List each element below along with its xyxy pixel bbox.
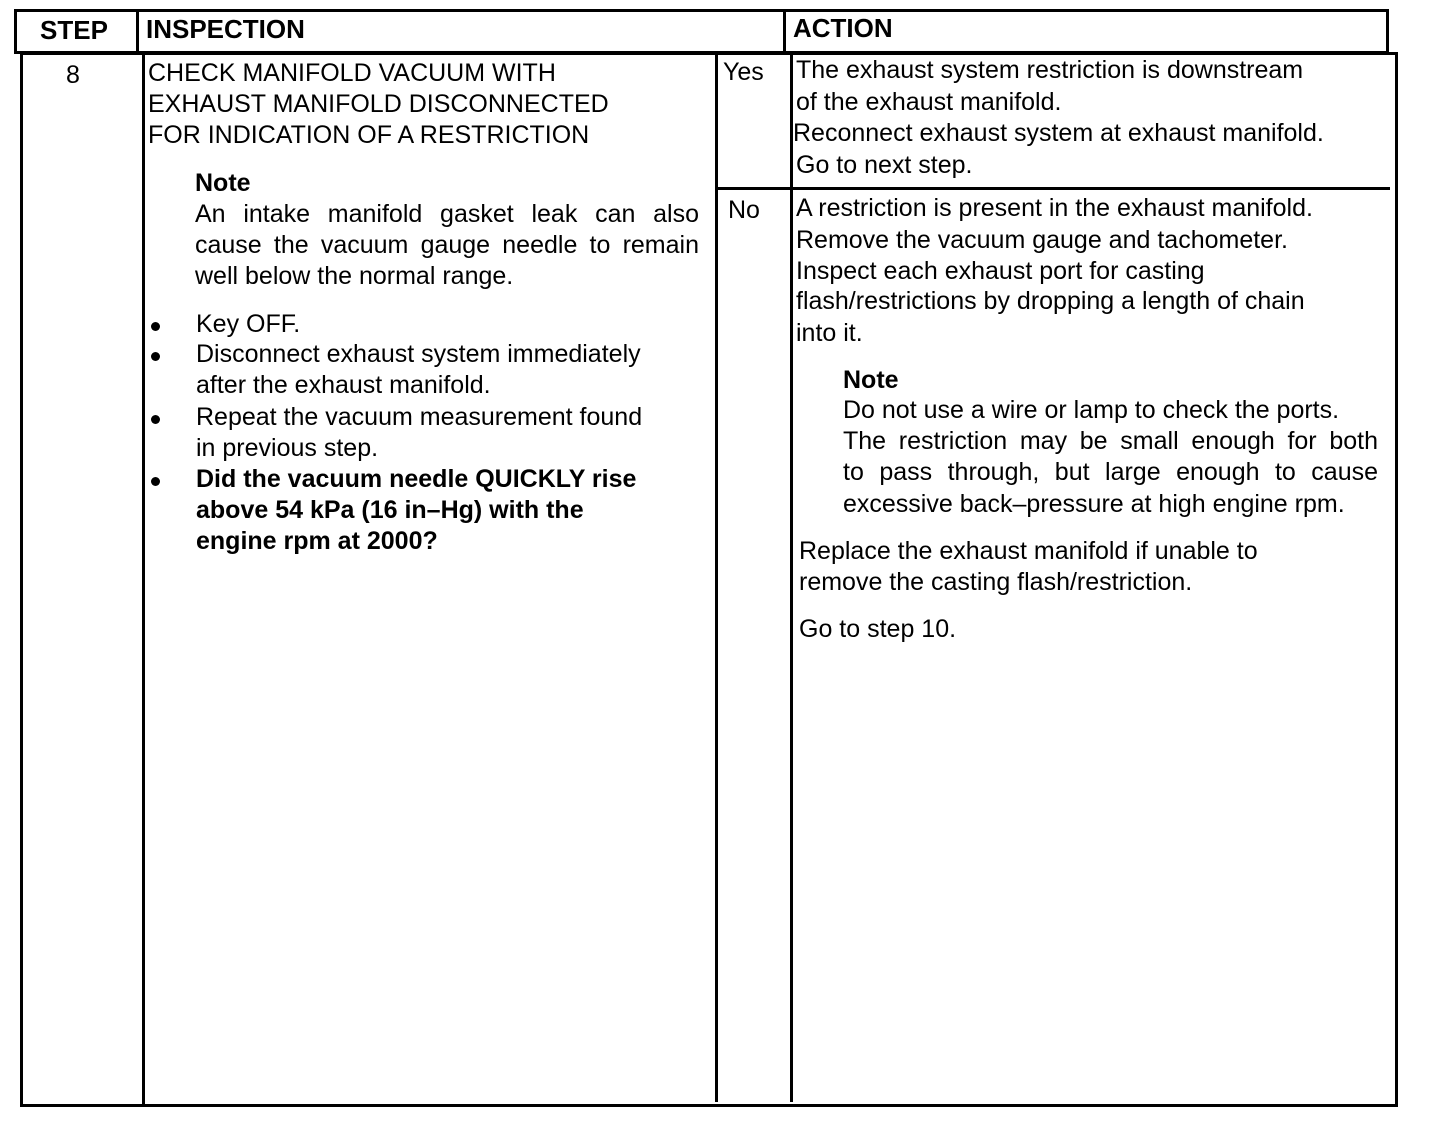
header-divider-step: [136, 9, 139, 54]
action-note-line-3: to pass through, but large enough to cause: [843, 458, 1378, 486]
yes-label: Yes: [723, 58, 764, 86]
bullet-disconnect-line-1: Disconnect exhaust system immediately: [196, 340, 641, 368]
body-divider-result: [715, 52, 718, 1102]
no-action-line-1: A restriction is present in the exhaust manifold.: [796, 194, 1313, 222]
header-divider-action: [783, 9, 786, 54]
action-note-line-4: excessive back–pressure at high engine rpm.: [843, 490, 1345, 518]
goto-step: Go to step 10.: [799, 615, 957, 643]
no-action-line-4: flash/restrictions by dropping a length of chain: [796, 287, 1305, 315]
yes-action-line-4: Go to next step.: [796, 151, 973, 179]
no-label: No: [728, 196, 760, 224]
step-title-line-2: EXHAUST MANIFOLD DISCONNECTED: [148, 90, 609, 118]
bullet-icon: [151, 477, 160, 486]
body-divider-step: [142, 52, 145, 1107]
step-title-line-3: FOR INDICATION OF A RESTRICTION: [148, 121, 590, 149]
yes-no-divider: [715, 187, 1390, 190]
header-inspection: INSPECTION: [146, 14, 305, 44]
no-action-line-2: Remove the vacuum gauge and tachometer.: [796, 226, 1288, 254]
yes-action-line-3: Reconnect exhaust system at exhaust manifold.: [793, 119, 1324, 147]
step-number: 8: [66, 61, 80, 89]
yes-action-line-2: of the exhaust manifold.: [796, 88, 1062, 116]
body-divider-action: [790, 52, 793, 1102]
bullet-repeat-line-2: in previous step.: [196, 434, 379, 462]
bullet-disconnect-line-2: after the exhaust manifold.: [196, 371, 491, 399]
step-title-line-1: CHECK MANIFOLD VACUUM WITH: [148, 59, 556, 87]
inspection-note-line-3: well below the normal range.: [195, 262, 514, 290]
yes-action-line-1: The exhaust system restriction is downstream: [796, 56, 1304, 84]
inspection-note-line-1: An intake manifold gasket leak can also: [195, 200, 699, 228]
header-step: STEP: [40, 15, 108, 45]
bullet-key-off: Key OFF.: [196, 310, 301, 338]
header-action: ACTION: [793, 13, 893, 43]
no-action-line-5: into it.: [796, 319, 863, 347]
bullet-icon: [151, 352, 160, 361]
action-note-line-1: Do not use a wire or lamp to check the ports.: [843, 396, 1340, 424]
action-note-label: Note: [843, 366, 899, 394]
bullet-repeat-line-1: Repeat the vacuum measurement found: [196, 403, 643, 431]
question-line-3: engine rpm at 2000?: [196, 527, 438, 555]
action-note-line-2: The restriction may be small enough for both: [843, 427, 1378, 455]
bullet-icon: [151, 322, 160, 331]
inspection-note-line-2: cause the vacuum gauge needle to remain: [195, 231, 699, 259]
no-action-line-3: Inspect each exhaust port for casting: [796, 257, 1205, 285]
question-line-1: Did the vacuum needle QUICKLY rise: [196, 465, 637, 493]
question-line-2: above 54 kPa (16 in–Hg) with the: [196, 496, 584, 524]
replace-line-2: remove the casting flash/restriction.: [799, 568, 1193, 596]
replace-line-1: Replace the exhaust manifold if unable to: [799, 537, 1258, 565]
inspection-note-label: Note: [195, 169, 251, 197]
bullet-icon: [151, 415, 160, 424]
